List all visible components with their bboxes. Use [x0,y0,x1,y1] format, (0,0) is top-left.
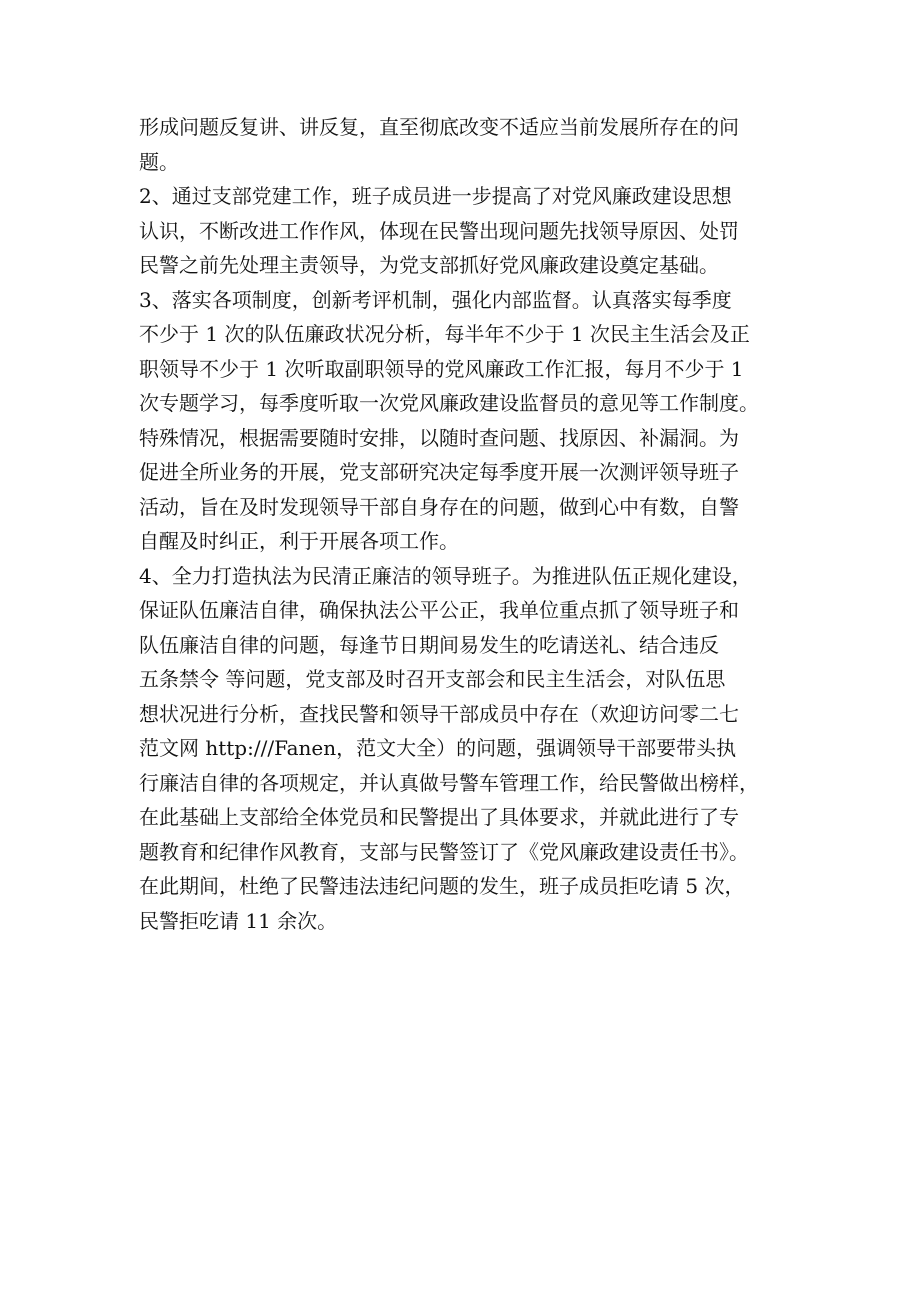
text-line: 保证队伍廉洁自律，确保执法公平公正，我单位重点抓了领导班子和 [139,598,739,622]
text-line: 民警拒吃请 11 余次。 [139,908,338,933]
document-body [139,110,804,938]
text-line: 3、落实各项制度，创新考评机制，强化内部监督。认真落实每季度 [139,287,732,312]
text-line: 4、全力打造执法为民清正廉洁的领导班子。为推进队伍正规化建设， [139,563,752,588]
text-line: 在此基础上支部给全体党员和民警提出了具体要求，并就此进行了专 [139,805,739,829]
text-line: 队伍廉洁自律的问题，每逢节日期间易发生的吃请送礼、结合违反 [139,632,719,657]
text-line: 认识，不断改进工作作风，体现在民警出现问题先找领导原因、处罚 [139,218,739,243]
text-line: 想状况进行分析，查找民警和领导干部成员中存在（欢迎访问零二七 [139,701,739,726]
text-line: 五条禁令 等问题，党支部及时召开支部会和民主生活会，对队伍思 [139,667,726,691]
text-line: 特殊情况，根据需要随时安排，以随时查问题、找原因、补漏洞。为 [139,425,739,450]
text-line: 民警之前先处理主责领导，为党支部抓好党风廉政建设奠定基础。 [139,253,719,277]
text-line: 活动，旨在及时发现领导干部自身存在的问题，做到心中有数，自警 [139,494,739,519]
text-line: 促进全所业务的开展，党支部研究决定每季度开展一次测评领导班子 [139,460,739,484]
text-line: 题。 [139,149,179,174]
text-line: 次专题学习，每季度听取一次党风廉政建设监督员的意见等工作制度。 [139,391,759,415]
text-line: 行廉洁自律的各项规定，并认真做号警车管理工作，给民警做出榜样， [139,770,759,795]
text-line: 职领导不少于 1 次听取副职领导的党风廉政工作汇报，每月不少于 1 [139,356,744,381]
text-line: 自醒及时纠正，利于开展各项工作。 [139,529,459,553]
text-line: 题教育和纪律作风教育，支部与民警签订了《党风廉政建设责任书》。 [139,839,749,864]
text-line: 2、通过支部党建工作，班子成员进一步提高了对党风廉政建设思想 [139,184,732,208]
text-line: 不少于 1 次的队伍廉政状况分析，每半年不少于 1 次民主生活会及正 [139,322,750,346]
text-line: 范文网 http:///Fanen，范文大全）的问题，强调领导干部要带头执 [139,736,737,760]
text-line: 形成问题反复讲、讲反复，直至彻底改变不适应当前发展所存在的问 [139,115,739,139]
text-line: 在此期间，杜绝了民警违法违纪问题的发生，班子成员拒吃请 5 次， [139,874,745,898]
